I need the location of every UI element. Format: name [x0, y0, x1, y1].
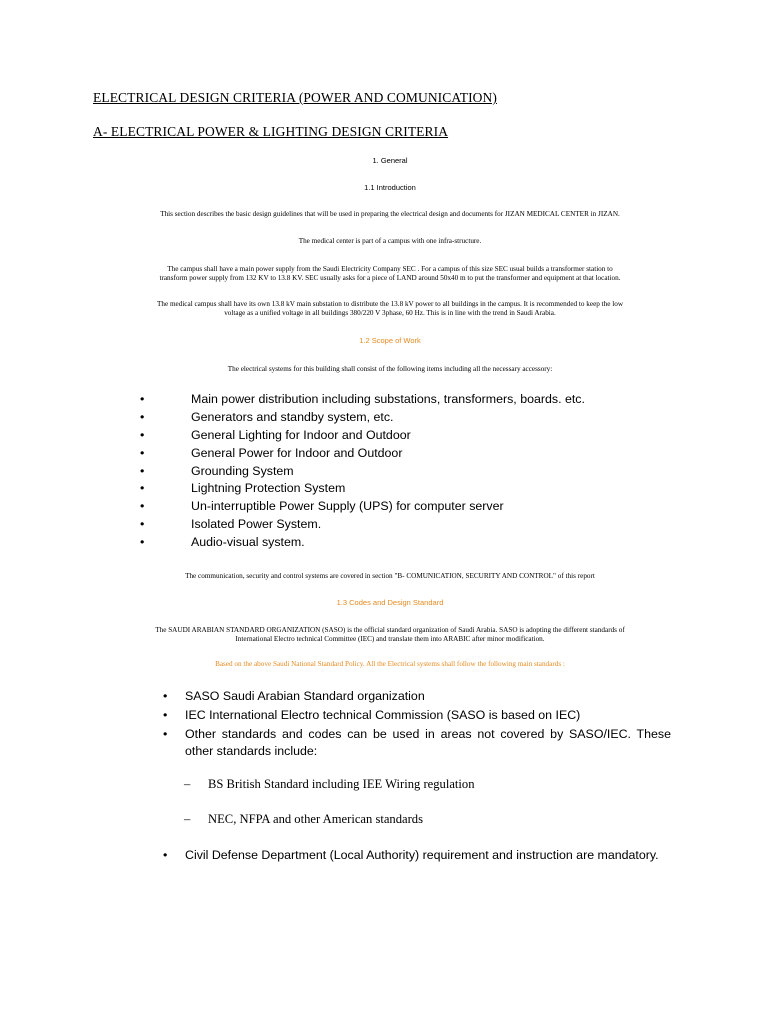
list-item [140, 534, 585, 552]
scope-paragraph: The electrical systems for this building shall consist of the following items including all the necessary accessory: [227, 365, 553, 373]
list-item [140, 409, 585, 427]
bullet-icon: • [140, 535, 145, 550]
intro-paragraph-4 [110, 300, 670, 318]
list-item [140, 498, 585, 516]
list-item-text: Un-interruptible Power Supply (UPS) for computer server [191, 499, 504, 514]
document-title: ELECTRICAL DESIGN CRITERIA (POWER AND COMUNICATION) [93, 90, 497, 105]
list-item-text: IEC International Electro technical Commission (SASO is based on IEC) [185, 708, 581, 722]
communication-note: The communication, security and control systems are covered in section "B- COMUNICATION, SECURITY AND CONTROL" of this report [185, 572, 595, 580]
scope-items-list [140, 391, 585, 552]
list-item [140, 480, 585, 498]
list-item-text: SASO Saudi Arabian Standard organization [185, 689, 425, 703]
list-item [140, 391, 585, 409]
intro-paragraph-4-line-1: The medical campus shall have its own 13.8 kV main substation to distribute the 13.8 kV power to all buildings in the campus. It is recommended to keep the low [156, 300, 624, 308]
sub-standard-text: BS British Standard including IEE Wiring regulation [208, 777, 475, 791]
list-item [140, 445, 585, 463]
bullet-icon: • [140, 445, 145, 460]
intro-paragraph-3-line-1: The campus shall have a main power supply from the Saudi Electricity Company SEC . For a campus of this size SEC usual builds a transformer station to [167, 265, 613, 273]
intro-paragraph-3 [110, 265, 670, 283]
list-item-text: General Lighting for Indoor and Outdoor [191, 427, 411, 442]
bullet-icon: • [140, 409, 145, 424]
sub-standard-item [184, 812, 423, 827]
bullet-icon: • [140, 427, 145, 442]
general-heading: 1. General [372, 156, 408, 165]
section-a-heading: A- ELECTRICAL POWER & LIGHTING DESIGN CRITERIA [93, 124, 449, 139]
sub-standard-text: NEC, NFPA and other American standards [208, 812, 424, 826]
bullet-icon: • [163, 689, 168, 703]
list-item [163, 707, 671, 724]
bullet-icon: • [140, 392, 145, 406]
list-item-text: Civil Defense Department (Local Authority) requirement and instruction are mandatory. [185, 848, 659, 862]
bullet-icon: • [140, 499, 145, 514]
list-item [140, 463, 585, 481]
saso-paragraph-line-1: The SAUDI ARABIAN STANDARD ORGANIZATION (SASO) is the official standard organization of Saudi Arabia. SASO is adopting the different standards of [155, 626, 625, 634]
bullet-icon: • [163, 727, 168, 741]
policy-note: Based on the above Saudi National Standard Policy. All the Electrical systems shall follow the following main standards : [215, 660, 565, 668]
list-item [163, 726, 671, 760]
list-item-text: Main power distribution including substations, transformers, boards. etc. [191, 392, 585, 406]
intro-paragraph-3-line-2: transform power supply from 132 KV to 13.8 KV. SEC usually asks for a piece of LAND around 50x40 m to put the transformer and equipment at that location. [159, 274, 621, 282]
bullet-icon: • [163, 708, 168, 722]
standards-list [163, 688, 671, 760]
list-item [140, 516, 585, 534]
list-item-text: Lightning Protection System [191, 481, 346, 496]
list-item-text: Isolated Power System. [191, 517, 322, 532]
list-item-text: Audio-visual system. [191, 535, 305, 550]
bullet-icon: • [140, 517, 145, 532]
list-item-text: General Power for Indoor and Outdoor [191, 445, 403, 460]
bullet-icon: • [163, 848, 168, 862]
saso-paragraph-line-2: International Electro technical Committee (IEC) and translate them into ARABIC after minor modification. [235, 635, 545, 643]
bullet-icon: • [140, 463, 145, 478]
intro-paragraph-4-line-2: voltage as a unified voltage in all buildings 380/220 V 3phase, 60 Hz. This is in line with the trend in Saudi Arabia. [224, 309, 556, 317]
intro-paragraph-2: The medical center is part of a campus with one infra-structure. [298, 237, 482, 245]
dash-icon: – [184, 812, 191, 826]
intro-paragraph-1: This section describes the basic design guidelines that will be used in preparing the electrical design and documents for JIZAN MEDICAL CENTER in JIZAN. [160, 210, 620, 218]
list-item [163, 688, 671, 705]
list-item-text: Other standards and codes can be used in areas not covered by SASO/IEC. These other standards include: [185, 727, 671, 758]
list-item-text: Grounding System [191, 463, 294, 478]
introduction-heading: 1.1 Introduction [364, 183, 416, 192]
list-item-text: Generators and standby system, etc. [191, 409, 394, 424]
dash-icon: – [184, 777, 191, 791]
civil-defense-list [163, 847, 671, 864]
codes-heading: 1.3 Codes and Design Standard [336, 598, 444, 607]
sub-standard-item [184, 777, 475, 792]
list-item [140, 427, 585, 445]
saso-paragraph [110, 626, 670, 644]
list-item [163, 847, 671, 864]
bullet-icon: • [140, 481, 145, 496]
scope-heading: 1.2 Scope of Work [359, 336, 421, 345]
